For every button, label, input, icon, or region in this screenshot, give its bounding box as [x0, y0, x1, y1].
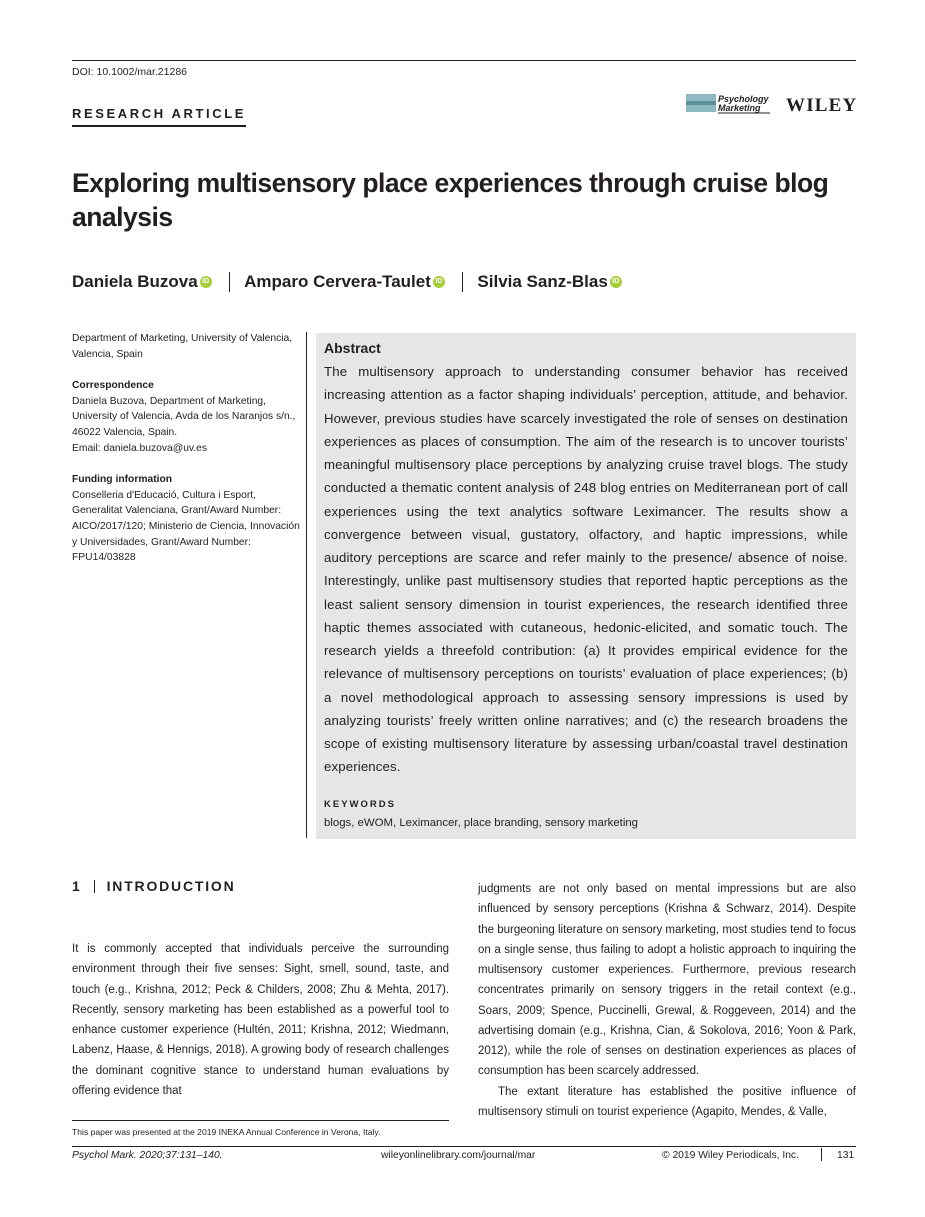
- footnote: This paper was presented at the 2019 INEKA Annual Conference in Verona, Italy.: [72, 1127, 381, 1137]
- footer-website[interactable]: wileyonlinelibrary.com/journal/mar: [381, 1150, 536, 1161]
- publisher-logo: WILEY: [786, 95, 858, 116]
- footnote-rule: [72, 1120, 449, 1121]
- author-list: [72, 268, 622, 296]
- section-title: INTRODUCTION: [106, 878, 236, 894]
- keywords-list: blogs, eWOM, Leximancer, place branding, sensory marketing: [324, 817, 639, 829]
- journal-logo-word-1: Psychology: [718, 94, 769, 104]
- author[interactable]: [72, 272, 212, 292]
- journal-logo: [686, 92, 772, 114]
- author-info-sidebar: [72, 331, 302, 566]
- doi: DOI: 10.1002/mar.21286: [72, 66, 187, 78]
- journal-logo-stripe: [686, 101, 716, 105]
- orcid-icon[interactable]: ID: [610, 276, 622, 288]
- page-number: 131: [837, 1150, 855, 1161]
- journal-logo-word-2: Marketing: [718, 103, 761, 113]
- funding-label: Funding information: [72, 474, 173, 486]
- article-type-label: RESEARCH ARTICLE: [72, 106, 246, 127]
- orcid-icon[interactable]: ID: [433, 276, 445, 288]
- funding-text: Conselleria d'Educació, Cultura i Esport, Generalitat Valenciana, Grant/Award Number: AICO/2017/120; Ministerio de Ciencia, Innovación y Universidades, Grant/Award Number: FPU14/03828: [72, 489, 300, 564]
- keywords-heading: KEYWORDS: [324, 799, 396, 810]
- abstract-box: [316, 333, 856, 839]
- footer-rule: [72, 1146, 856, 1147]
- correspondence-label: Correspondence: [72, 380, 154, 392]
- author-separator: [462, 272, 464, 292]
- author-name[interactable]: Amparo Cervera-Taulet: [244, 272, 431, 291]
- header-rule: [72, 60, 856, 61]
- orcid-icon[interactable]: ID: [200, 276, 212, 288]
- correspondence-address: Daniela Buzova, Department of Marketing, University of Valencia, Avda de los Naranjos s/n., 46022 Valencia, Spain.: [72, 395, 296, 438]
- body-right-column: [478, 879, 856, 1122]
- article-title: Exploring multisensory place experiences through cruise blog analysis: [72, 168, 829, 232]
- affiliation: Department of Marketing, University of Valencia, Valencia, Spain: [72, 333, 293, 360]
- footer-separator: [821, 1148, 822, 1161]
- body-paragraph: The extant literature has established the positive influence of multisensory stimuli on tourist experience (Agapito, Mendes, & Valle,: [478, 1085, 856, 1118]
- author[interactable]: [477, 272, 621, 292]
- section-separator: [94, 880, 95, 893]
- footer-copyright: © 2019 Wiley Periodicals, Inc.: [662, 1150, 799, 1161]
- author-name[interactable]: Daniela Buzova: [72, 272, 198, 291]
- footer-citation: Psychol Mark. 2020;37:131–140.: [72, 1150, 223, 1161]
- abstract-heading: Abstract: [324, 340, 381, 356]
- section-heading: [72, 878, 236, 894]
- body-paragraph: It is commonly accepted that individuals perceive the surrounding environment through their five senses: Sight, smell, sound, taste, and touch (e.g., Krishna, 2012; Peck & Childers, 2008; Zhu & Mehta, 2017). Recently, sensory marketing has been established as a powerful tool to enhance customer experience (Hultén, 2011; Krishna, 2012; Wiedmann, Labenz, Haase, & Hennigs, 2018). A growing body of research challenges the dominant cognitive stance to understand human evaluations by offering evidence that: [72, 943, 449, 1097]
- correspondence-email[interactable]: Email: daniela.buzova@uv.es: [72, 442, 208, 454]
- author[interactable]: [244, 272, 445, 292]
- author-name[interactable]: Silvia Sanz-Blas: [477, 272, 608, 291]
- body-paragraph: judgments are not only based on mental impressions but are also influenced by sensory perceptions (Krishna & Schwarz, 2014). Despite the burgeoning literature on sensory marketing, most studies tend to focus on a single sense, thus failing to adopt a holistic approach to inquiring the multisensory customer experiences. Furthermore, previous research concentrates primarily on sensory triggers in the retail context (e.g., Soars, 2009; Spence, Puccinelli, Grewal, & Roggeveen, 2014) and the advertising domain (e.g., Krishna, Cian, & Sokolova, 2016; Yoon & Park, 2012), while the role of senses on destination experiences as places of consumption has been scarcely addressed.: [478, 883, 856, 1078]
- author-separator: [229, 272, 231, 292]
- abstract-text: The multisensory approach to understanding consumer behavior has received increasing attention as a factor shaping individuals’ perception, attitude, and behavior. However, previous studies have scarcely investigated the role of senses on destination experiences as places of consumption. The aim of the research is to uncover tourists’ meaningful multisensory place perceptions by analyzing cruise travel blogs. The study conducted a thematic content analysis of 248 blog entries on Mediterranean port of call experiences using the text analytics software Leximancer. The results show a convergence between visual, gustatory, olfactory, and haptic impressions, while auditory perceptions are scarce and refer mainly to the presence/ absence of noise. Interestingly, unlike past multisensory studies that reported haptic perceptions as the least salient sensory dimension in tourist experiences, the research identified three haptic themes associated with cutaneous, hedonic-elicited, and somatic touch. The research yields a threefold contribution: (a) It provides empirical evidence for the relevance of multisensory perceptions on tourists’ evaluation of place experiences; (b) a novel methodological approach to assessing sensory impressions is used by analyzing tourists’ freely written online narratives; and (c) the research broadens the scope of existing multisensory literature by assessing urban/coastal travel destination experiences.: [324, 364, 848, 775]
- section-number: 1: [72, 878, 82, 894]
- sidebar-divider: [306, 332, 307, 838]
